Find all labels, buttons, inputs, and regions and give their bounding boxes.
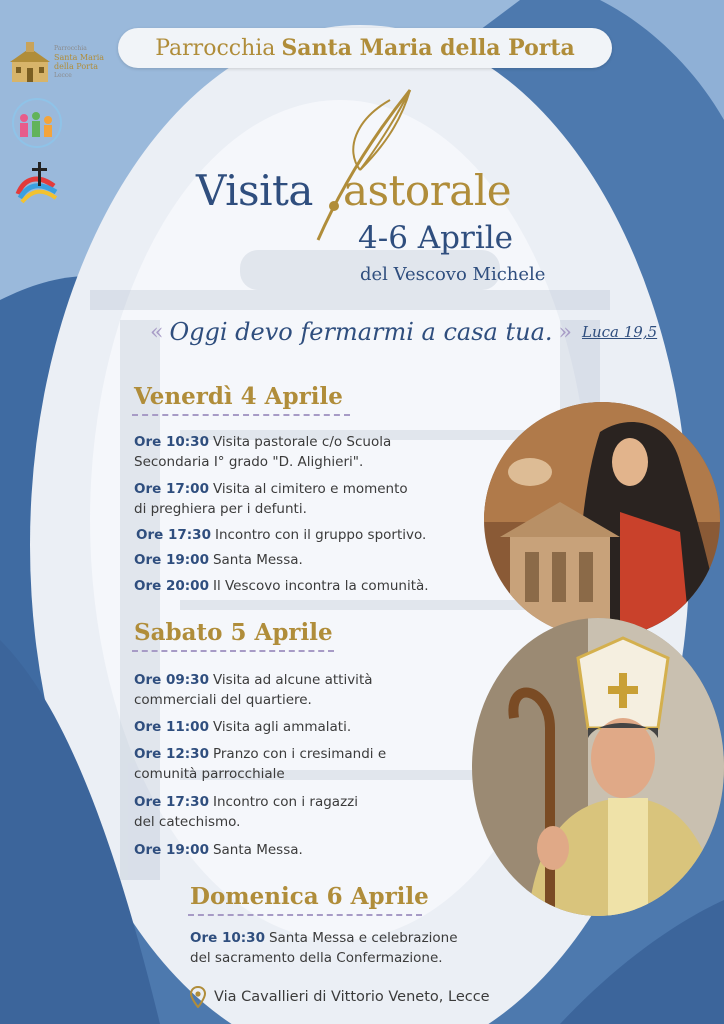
- day-divider: [132, 650, 334, 652]
- event-desc: Santa Messa e celebrazione: [268, 930, 458, 946]
- event-time: Ore 09:30: [134, 672, 209, 688]
- event-desc: commerciali del quartiere.: [134, 692, 312, 708]
- event-desc: Il Vescovo incontra la comunità.: [212, 578, 429, 594]
- schedule-item: [136, 525, 426, 545]
- event-time: Ore 17:30: [136, 527, 211, 543]
- event-time: Ore 12:30: [134, 746, 209, 762]
- parish-logo-line1: Santa Maria: [54, 53, 105, 62]
- event-desc: Visita pastorale c/o Scuola: [212, 434, 392, 450]
- parish-logo: [8, 40, 116, 90]
- event-time: Ore 10:30: [134, 434, 209, 450]
- bishop-photo: [458, 618, 724, 916]
- parish-header-prefix: Parrocchia: [155, 35, 276, 61]
- event-title: [196, 166, 511, 215]
- event-desc: Visita al cimitero e momento: [212, 481, 408, 497]
- schedule-item: [134, 840, 303, 860]
- event-desc: Visita ad alcune attività: [212, 672, 373, 688]
- schedule-item: [134, 717, 351, 737]
- event-bishop: del Vescovo Michele: [360, 264, 546, 285]
- parish-header: [118, 28, 612, 68]
- quote-open-mark: «: [150, 319, 164, 345]
- event-desc: Visita agli ammalati.: [212, 719, 352, 735]
- schedule-item: [134, 432, 391, 472]
- schedule-item: [134, 550, 303, 570]
- quote-text: Oggi devo fermarmi a casa tua.: [169, 318, 553, 346]
- day-title-friday: Venerdì 4 Aprile: [134, 383, 343, 410]
- event-time: Ore 19:00: [134, 842, 209, 858]
- event-time: Ore 10:30: [190, 930, 265, 946]
- schedule-item: [190, 928, 458, 968]
- schedule-item: [134, 479, 408, 519]
- parish-logo-line2: della Porta: [54, 62, 98, 71]
- event-time: Ore 17:30: [134, 794, 209, 810]
- madonna-painting: [480, 402, 724, 638]
- event-time: Ore 17:00: [134, 481, 209, 497]
- day-title-saturday: Sabato 5 Aprile: [134, 619, 333, 646]
- schedule-item: [134, 744, 386, 784]
- event-desc: Secondaria I° grado "D. Alighieri".: [134, 454, 364, 470]
- schedule-item: [134, 670, 373, 710]
- event-title-rest: astorale: [342, 166, 512, 215]
- day-divider: [132, 414, 350, 416]
- event-desc: Incontro con il gruppo sportivo.: [214, 527, 427, 543]
- day-title-sunday: Domenica 6 Aprile: [190, 883, 429, 910]
- quote-reference: Luca 19,5: [582, 323, 658, 341]
- event-time: Ore 20:00: [134, 578, 209, 594]
- address-text: Via Cavallieri di Vittorio Veneto, Lecce: [214, 989, 490, 1005]
- event-title-first: Visita: [196, 166, 313, 215]
- parish-logo-line3: Lecce: [54, 72, 72, 79]
- schedule-item: [134, 792, 358, 832]
- event-desc: del catechismo.: [134, 814, 241, 830]
- event-desc: Santa Messa.: [212, 842, 303, 858]
- day-divider: [188, 914, 422, 916]
- event-desc: Incontro con i ragazzi: [212, 794, 359, 810]
- event-dates: 4-6 Aprile: [358, 220, 513, 256]
- address: [190, 986, 490, 1008]
- quote-close-mark: »: [558, 319, 572, 345]
- church-icon: [8, 40, 52, 86]
- parish-header-name: Santa Maria della Porta: [281, 35, 575, 61]
- event-desc: Pranzo con i cresimandi e: [212, 746, 387, 762]
- family-logo: [10, 96, 64, 150]
- event-desc: del sacramento della Confermazione.: [190, 950, 443, 966]
- bible-quote: [150, 318, 657, 346]
- parish-logo-small: Parrocchia: [54, 45, 87, 52]
- event-time: Ore 11:00: [134, 719, 209, 735]
- map-pin-icon: [190, 986, 206, 1008]
- event-time: Ore 19:00: [134, 552, 209, 568]
- jubilee-logo: [10, 156, 64, 210]
- event-desc: Santa Messa.: [212, 552, 303, 568]
- schedule-item: [134, 576, 429, 596]
- event-desc: comunità parrocchiale: [134, 766, 285, 782]
- event-desc: di preghiera per i defunti.: [134, 501, 307, 517]
